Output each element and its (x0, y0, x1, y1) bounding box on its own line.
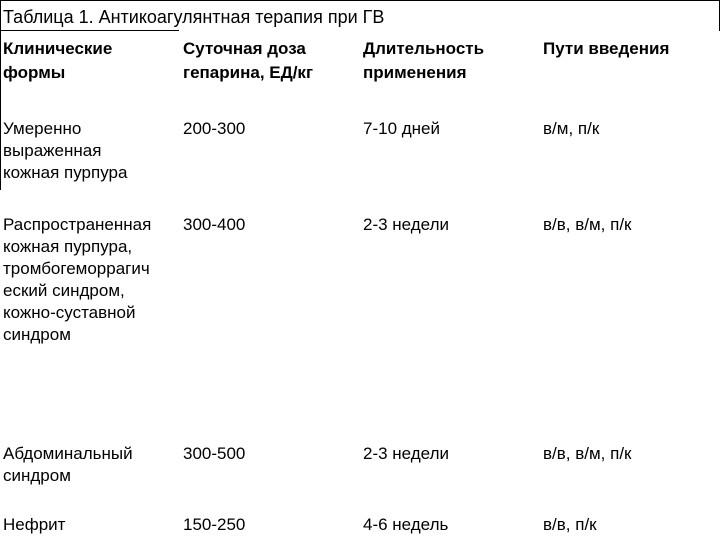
row-1-duration: 7-10 дней (363, 119, 441, 138)
header-line: гепарина, ЕД/кг (183, 63, 314, 82)
row-3-form (3, 443, 181, 487)
header-line: Пути введения (543, 39, 670, 58)
table-title: Таблица 1. Антикоагулянтная терапия при ГВ (3, 7, 385, 27)
row-4-dose: 150-250 (183, 515, 246, 534)
header-line: Клинические (3, 39, 113, 58)
form-line: кожная пурпура (3, 163, 128, 182)
header-daily-dose (183, 37, 353, 85)
form-line: еский синдром, (3, 281, 125, 300)
row-2-form (3, 214, 181, 346)
header-line: Суточная доза (183, 39, 306, 58)
form-line: синдром (3, 466, 71, 485)
form-line: синдром (3, 325, 71, 344)
row-2-duration: 2-3 недели (363, 215, 449, 234)
row-4-route: в/в, п/к (543, 515, 597, 534)
form-line: Умеренно (3, 119, 82, 138)
row-1-dose: 200-300 (183, 119, 246, 138)
header-route (543, 37, 718, 61)
form-line: кожно-суставной (3, 303, 136, 322)
row-3-route: в/в, в/м, п/к (543, 444, 632, 463)
form-line: кожная пурпура, (3, 237, 133, 256)
header-line: применения (363, 63, 467, 82)
header-duration (363, 37, 533, 85)
header-line: Длительность (363, 39, 485, 58)
header-line: формы (3, 63, 66, 82)
header-clinical-forms (3, 37, 181, 85)
form-line: Нефрит (3, 515, 66, 534)
title-underline (0, 30, 179, 31)
table-left-border (0, 30, 1, 190)
form-line: Распространенная (3, 215, 152, 234)
row-2-dose: 300-400 (183, 215, 246, 234)
form-line: тромбогеморрагич (3, 259, 150, 278)
row-4-duration: 4-6 недель (363, 515, 449, 534)
row-4-form (3, 514, 181, 536)
row-1-route: в/м, п/к (543, 119, 600, 138)
row-2-route: в/в, в/м, п/к (543, 215, 632, 234)
form-line: Абдоминальный (3, 444, 133, 463)
row-1-form (3, 118, 181, 184)
row-3-dose: 300-500 (183, 444, 246, 463)
form-line: выраженная (3, 141, 102, 160)
row-3-duration: 2-3 недели (363, 444, 449, 463)
